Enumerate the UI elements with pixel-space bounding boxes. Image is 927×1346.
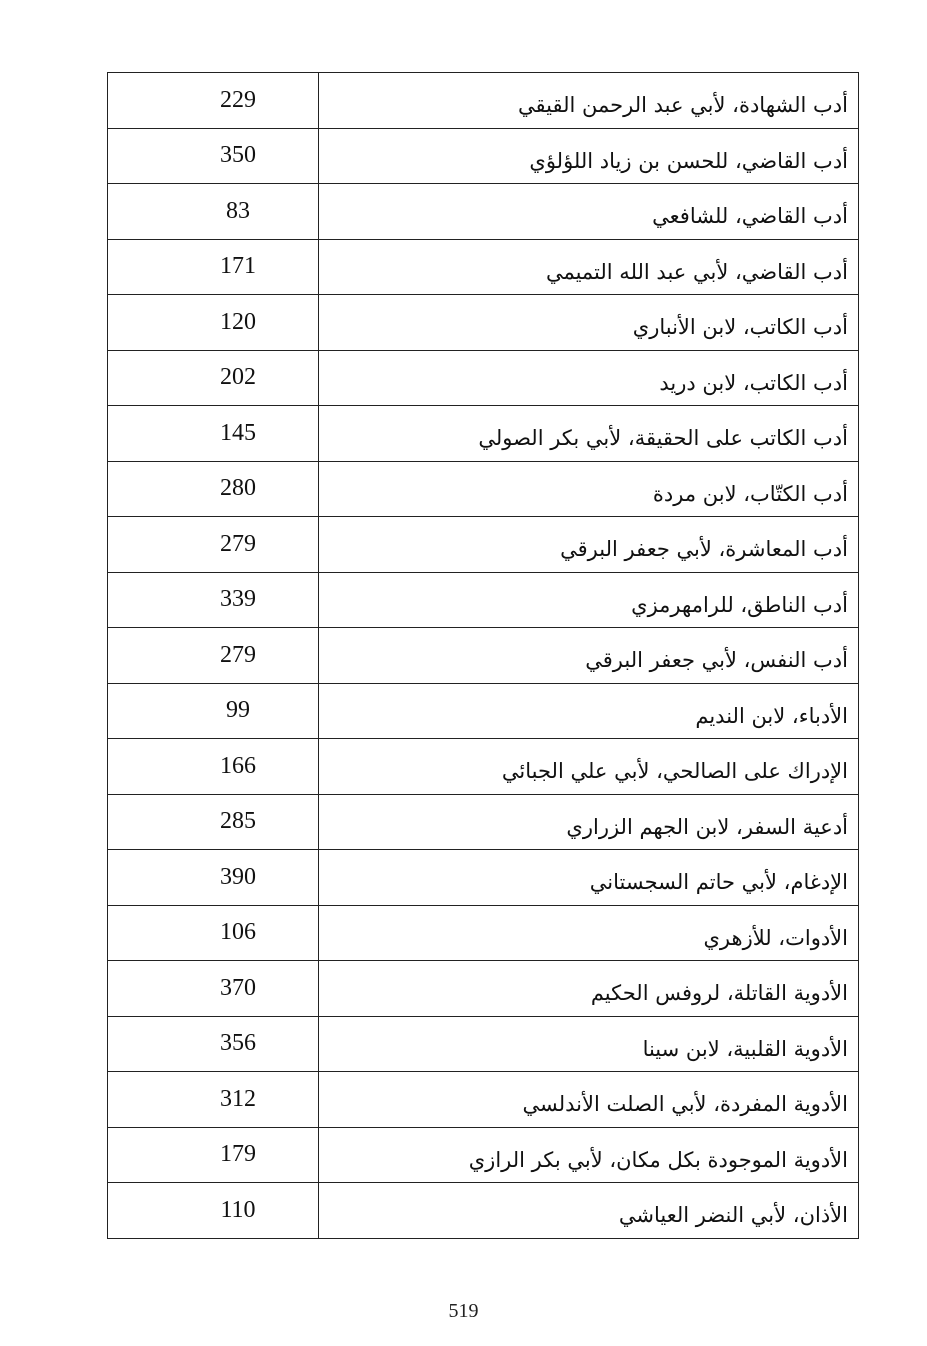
entry-page-number: 229 xyxy=(108,73,319,129)
entry-page-number: 390 xyxy=(108,850,319,906)
entry-page-number: 83 xyxy=(108,184,319,240)
entry-page-number: 166 xyxy=(108,739,319,795)
table-row xyxy=(108,350,859,406)
entry-page-number: 280 xyxy=(108,461,319,517)
table-row xyxy=(108,961,859,1017)
entry-page-number: 339 xyxy=(108,572,319,628)
table-row xyxy=(108,128,859,184)
table-row xyxy=(108,406,859,462)
entry-page-number: 106 xyxy=(108,905,319,961)
entry-title: أدب الكاتب، لابن دريد xyxy=(319,350,859,406)
table-row xyxy=(108,572,859,628)
entry-title: أدب القاضي، لأبي عبد الله التميمي xyxy=(319,239,859,295)
table-row xyxy=(108,905,859,961)
entry-page-number: 285 xyxy=(108,794,319,850)
entry-title: أدب النفس، لأبي جعفر البرقي xyxy=(319,628,859,684)
entry-page-number: 179 xyxy=(108,1127,319,1183)
entry-page-number: 110 xyxy=(108,1183,319,1239)
table-row xyxy=(108,73,859,129)
entry-title: الأذان، لأبي النضر العياشي xyxy=(319,1183,859,1239)
index-table-body xyxy=(108,73,859,1239)
entry-title: أدب الناطق، للرامهرمزي xyxy=(319,572,859,628)
table-row xyxy=(108,461,859,517)
entry-title: الأدوية المفردة، لأبي الصلت الأندلسي xyxy=(319,1072,859,1128)
entry-page-number: 370 xyxy=(108,961,319,1017)
entry-page-number: 279 xyxy=(108,628,319,684)
entry-page-number: 120 xyxy=(108,295,319,351)
entry-page-number: 171 xyxy=(108,239,319,295)
entry-page-number: 356 xyxy=(108,1016,319,1072)
entry-page-number: 145 xyxy=(108,406,319,462)
page-number: 519 xyxy=(448,1300,479,1322)
table-row xyxy=(108,794,859,850)
entry-title: الأدوات، للأزهري xyxy=(319,905,859,961)
table-row xyxy=(108,1072,859,1128)
entry-title: أدعية السفر، لابن الجهم الزراري xyxy=(319,794,859,850)
entry-title: أدب القاضي، للحسن بن زياد اللؤلؤي xyxy=(319,128,859,184)
entry-title: الأدوية الموجودة بكل مكان، لأبي بكر الرازي xyxy=(319,1127,859,1183)
table-row xyxy=(108,850,859,906)
entry-title: أدب الكاتب، لابن الأنباري xyxy=(319,295,859,351)
entry-title: الإدراك على الصالحي، لأبي علي الجبائي xyxy=(319,739,859,795)
table-row xyxy=(108,739,859,795)
entry-page-number: 350 xyxy=(108,128,319,184)
table-row xyxy=(108,184,859,240)
table-row xyxy=(108,1183,859,1239)
index-table xyxy=(107,72,859,1239)
entry-page-number: 202 xyxy=(108,350,319,406)
entry-title: أدب القاضي، للشافعي xyxy=(319,184,859,240)
entry-title: أدب الكاتب على الحقيقة، لأبي بكر الصولي xyxy=(319,406,859,462)
entry-title: الإدغام، لأبي حاتم السجستاني xyxy=(319,850,859,906)
table-row xyxy=(108,628,859,684)
table-row xyxy=(108,683,859,739)
entry-title: الأدباء، لابن النديم xyxy=(319,683,859,739)
entry-page-number: 279 xyxy=(108,517,319,573)
entry-page-number: 99 xyxy=(108,683,319,739)
entry-title: الأدوية القاتلة، لروفس الحكيم xyxy=(319,961,859,1017)
entry-title: الأدوية القلبية، لابن سينا xyxy=(319,1016,859,1072)
entry-page-number: 312 xyxy=(108,1072,319,1128)
table-row xyxy=(108,1127,859,1183)
entry-title: أدب الشهادة، لأبي عبد الرحمن القيقي xyxy=(319,73,859,129)
entry-title: أدب الكتّاب، لابن مردة xyxy=(319,461,859,517)
table-row xyxy=(108,239,859,295)
table-row xyxy=(108,295,859,351)
entry-title: أدب المعاشرة، لأبي جعفر البرقي xyxy=(319,517,859,573)
table-row xyxy=(108,517,859,573)
table-row xyxy=(108,1016,859,1072)
